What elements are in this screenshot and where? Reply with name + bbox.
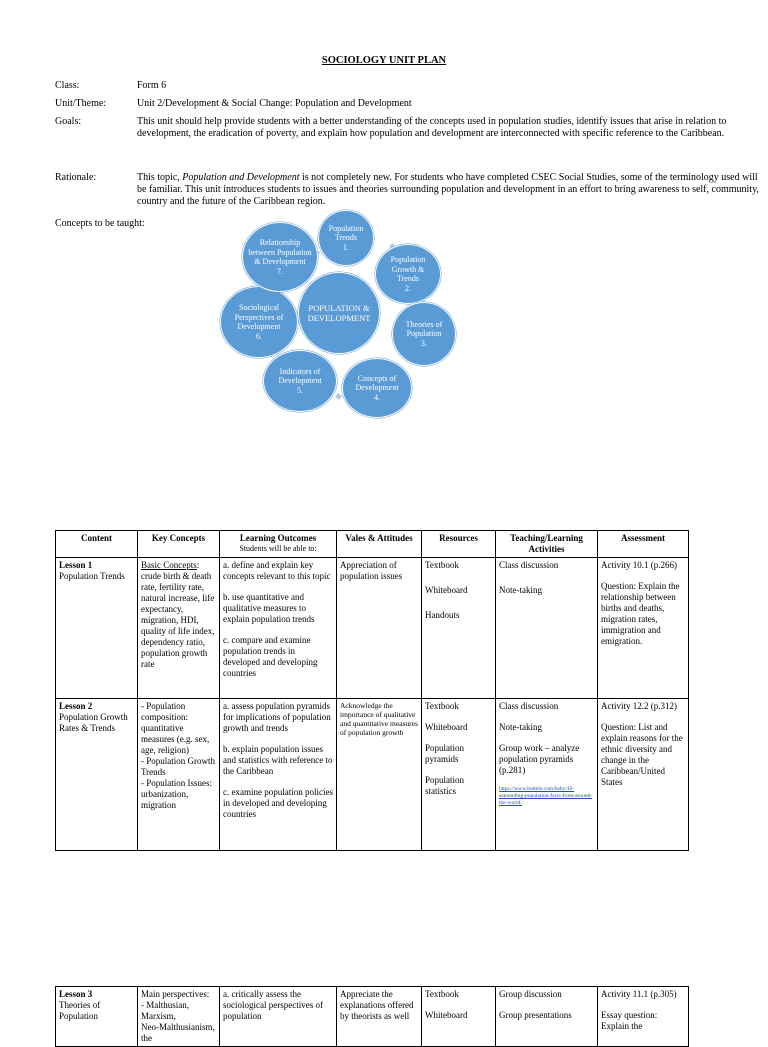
resource-item: Textbook [425, 701, 459, 711]
concept-number: 7. [277, 266, 283, 276]
rationale-label: Rationale: [55, 172, 97, 183]
concept-bubble-2 [375, 244, 441, 304]
activities-cell [496, 558, 598, 699]
key-concept-item: - Population Growth Trends [141, 756, 215, 777]
lesson-topic: Population Growth Rates & Trends [59, 712, 128, 733]
page-title: SOCIOLOGY UNIT PLAN [321, 55, 447, 66]
concept-number: 5. [297, 385, 303, 395]
concept-number: 4. [374, 392, 380, 402]
key-concepts-cell [138, 987, 220, 1047]
outcome-c: c. compare and examine population trends in developed and developing countries [223, 635, 318, 678]
activity-item: Note-taking [499, 722, 542, 732]
concept-label: Concepts of Development [355, 373, 399, 393]
lesson-topic: Population Trends [59, 571, 125, 581]
learning-outcomes-cell [220, 699, 337, 851]
resource-item: Population pyramids [425, 743, 465, 764]
outcome-a: a. define and explain key concepts relevant to this topic [223, 560, 331, 581]
unit-plan-table-continued [55, 986, 689, 1047]
center-label: POPULATION & DEVELOPMENT [307, 303, 371, 323]
concept-bubble-7 [242, 222, 318, 292]
lesson-topic: Theories of Population [59, 1000, 101, 1021]
rationale-text-start: This topic, [137, 172, 183, 183]
key-concepts-cell [138, 558, 220, 699]
concept-label: Theories of Population [405, 319, 443, 339]
concept-number: 1. [343, 242, 349, 252]
concepts-label: Concepts to be taught: [55, 218, 145, 229]
table-header-row [56, 531, 689, 558]
lesson-number: Lesson 2 [59, 701, 93, 711]
lesson-number: Lesson 3 [59, 989, 93, 999]
table-row [56, 987, 689, 1047]
header-key-concepts: Key Concepts [138, 531, 220, 558]
unit-value: Unit 2/Development & Social Change: Population and Development [137, 98, 412, 109]
assessment-question: Question: Explain the relationship between births and deaths, migration rates, immigration and emigration. [601, 581, 680, 646]
header-learning-outcomes [220, 531, 337, 558]
rationale-text-end: is not completely new. For students who have completed CSEC Social Studies, some of the terminology used will be familiar. This unit introduces students to issues and theories surrounding population and development in an effort to bring awareness to self, community, country and the future of the Caribbean region. [137, 172, 759, 207]
assessment-activity: Activity 10.1 (p.266) [601, 560, 677, 570]
assessment-question: Question: List and explain reasons for the ethnic diversity and change in the Caribbean/United States [601, 722, 683, 787]
activity-item: Group work – analyze population pyramids (p.281) [499, 743, 580, 775]
concept-label: Indicators of Development [278, 366, 322, 386]
resource-item: Handouts [425, 610, 460, 620]
key-concept-item: - Population composition: quantitative measures (e.g. sex, age, religion) [141, 701, 210, 755]
activity-item: Group presentations [499, 1010, 572, 1020]
concept-number: 2. [405, 283, 411, 293]
resource-item: Textbook [425, 560, 459, 570]
header-learning-outcomes-title: Learning Outcomes [239, 533, 317, 543]
resource-item: Whiteboard [425, 1010, 468, 1020]
table-row [56, 558, 689, 699]
lesson-cell [56, 558, 138, 699]
resources-cell [422, 699, 496, 851]
assessment-cell [598, 558, 689, 699]
cycle-arrow [335, 393, 342, 400]
concepts-diagram [218, 210, 478, 415]
key-concept-item: Neo-Malthusianism, the [141, 1022, 215, 1043]
lesson-cell [56, 699, 138, 851]
concept-label: Population Growth & Trends [390, 255, 426, 283]
rationale-value [137, 172, 767, 208]
resource-item: Textbook [425, 989, 459, 999]
outcome-b: b. use quantitative and qualitative measures to explain population trends [223, 592, 315, 624]
key-concepts-cell [138, 699, 220, 851]
goals-value: This unit should help provide students with a better understanding of the concepts used in population studies, identify issues that arise in relation to development, the eradication of poverty, and explain how population and development are interconnected with specific reference to the Caribbean. [137, 116, 727, 139]
table-row [56, 699, 689, 851]
header-content: Content [56, 531, 138, 558]
resource-item: Whiteboard [425, 722, 468, 732]
assessment-activity: Activity 12.2 (p.312) [601, 701, 677, 711]
concept-bubble-5 [263, 350, 337, 412]
concept-label: Relationship between Population & Development [248, 238, 312, 266]
assessment-activity: Activity 11.1 (p.305) [601, 989, 677, 999]
concept-number: 6. [256, 331, 262, 341]
header-values: Vales & Attitudes [337, 531, 422, 558]
lesson-cell [56, 987, 138, 1047]
header-learning-outcomes-sub: Students will be able to: [239, 544, 317, 553]
activity-item: Class discussion [499, 560, 559, 570]
outcome-b: b. explain population issues and statistics with reference to the Caribbean [223, 744, 333, 776]
learning-outcomes-cell [220, 558, 337, 699]
assessment-cell [598, 699, 689, 851]
assessment-cell [598, 987, 689, 1047]
header-resources: Resources [422, 531, 496, 558]
unit-plan-table [55, 530, 689, 851]
key-concept-item: - Population Issues: urbanization, migration [141, 778, 212, 810]
resource-link[interactable]: https://www.bubble.com/baby/10-astounding-population-facts-from-around-the-world/ [499, 786, 593, 806]
goals-label: Goals: [55, 116, 82, 127]
class-label: Class: [55, 80, 80, 91]
assessment-question: Essay question: Explain the [601, 1010, 658, 1031]
resources-cell [422, 558, 496, 699]
header-assessment: Assessment [598, 531, 689, 558]
center-bubble [298, 272, 380, 354]
class-value: Form 6 [137, 80, 167, 91]
values-cell: Acknowledge the importance of qualitative and quantitative measures of population growth [337, 699, 422, 851]
activity-item: Class discussion [499, 701, 559, 711]
key-concepts-text: : crude birth & death rate, fertility rate, natural increase, life expectancy, migration, HDI, quality of life index, dependency ratio, population growth rate [141, 560, 215, 669]
resource-item: Population statistics [425, 775, 465, 796]
activity-item: Note-taking [499, 585, 542, 595]
activities-cell [496, 699, 598, 851]
concept-number: 3. [421, 338, 427, 348]
concept-label: Population Trends [328, 223, 364, 243]
outcome-c: c. examine population policies in developed and developing countries [223, 787, 333, 819]
resources-cell [422, 987, 496, 1047]
key-concept-item: - Malthusian, Marxism, [141, 1000, 189, 1021]
outcome-a: a. critically assess the sociological perspectives of population [223, 989, 323, 1021]
rationale-emphasis: Population and Development [182, 172, 300, 183]
resource-item: Whiteboard [425, 585, 468, 595]
values-cell: Appreciate the explanations offered by theorists as well [337, 987, 422, 1047]
concept-bubble-4 [342, 358, 412, 418]
concept-bubble-3 [392, 302, 456, 366]
key-concepts-heading: Basic Concepts [141, 560, 197, 570]
values-cell: Appreciation of population issues [337, 558, 422, 699]
header-teaching: Teaching/Learning Activities [496, 531, 598, 558]
unit-label: Unit/Theme: [55, 98, 107, 109]
lesson-number: Lesson 1 [59, 560, 93, 570]
concept-bubble-6 [220, 286, 298, 358]
learning-outcomes-cell [220, 987, 337, 1047]
concept-bubble-1 [318, 210, 374, 266]
outcome-a: a. assess population pyramids for implications of population growth and trends [223, 701, 331, 733]
concept-label: Sociological Perspectives of Development [234, 303, 284, 331]
key-concept-item: Main perspectives: [141, 989, 210, 999]
activities-cell [496, 987, 598, 1047]
activity-item: Group discussion [499, 989, 562, 999]
